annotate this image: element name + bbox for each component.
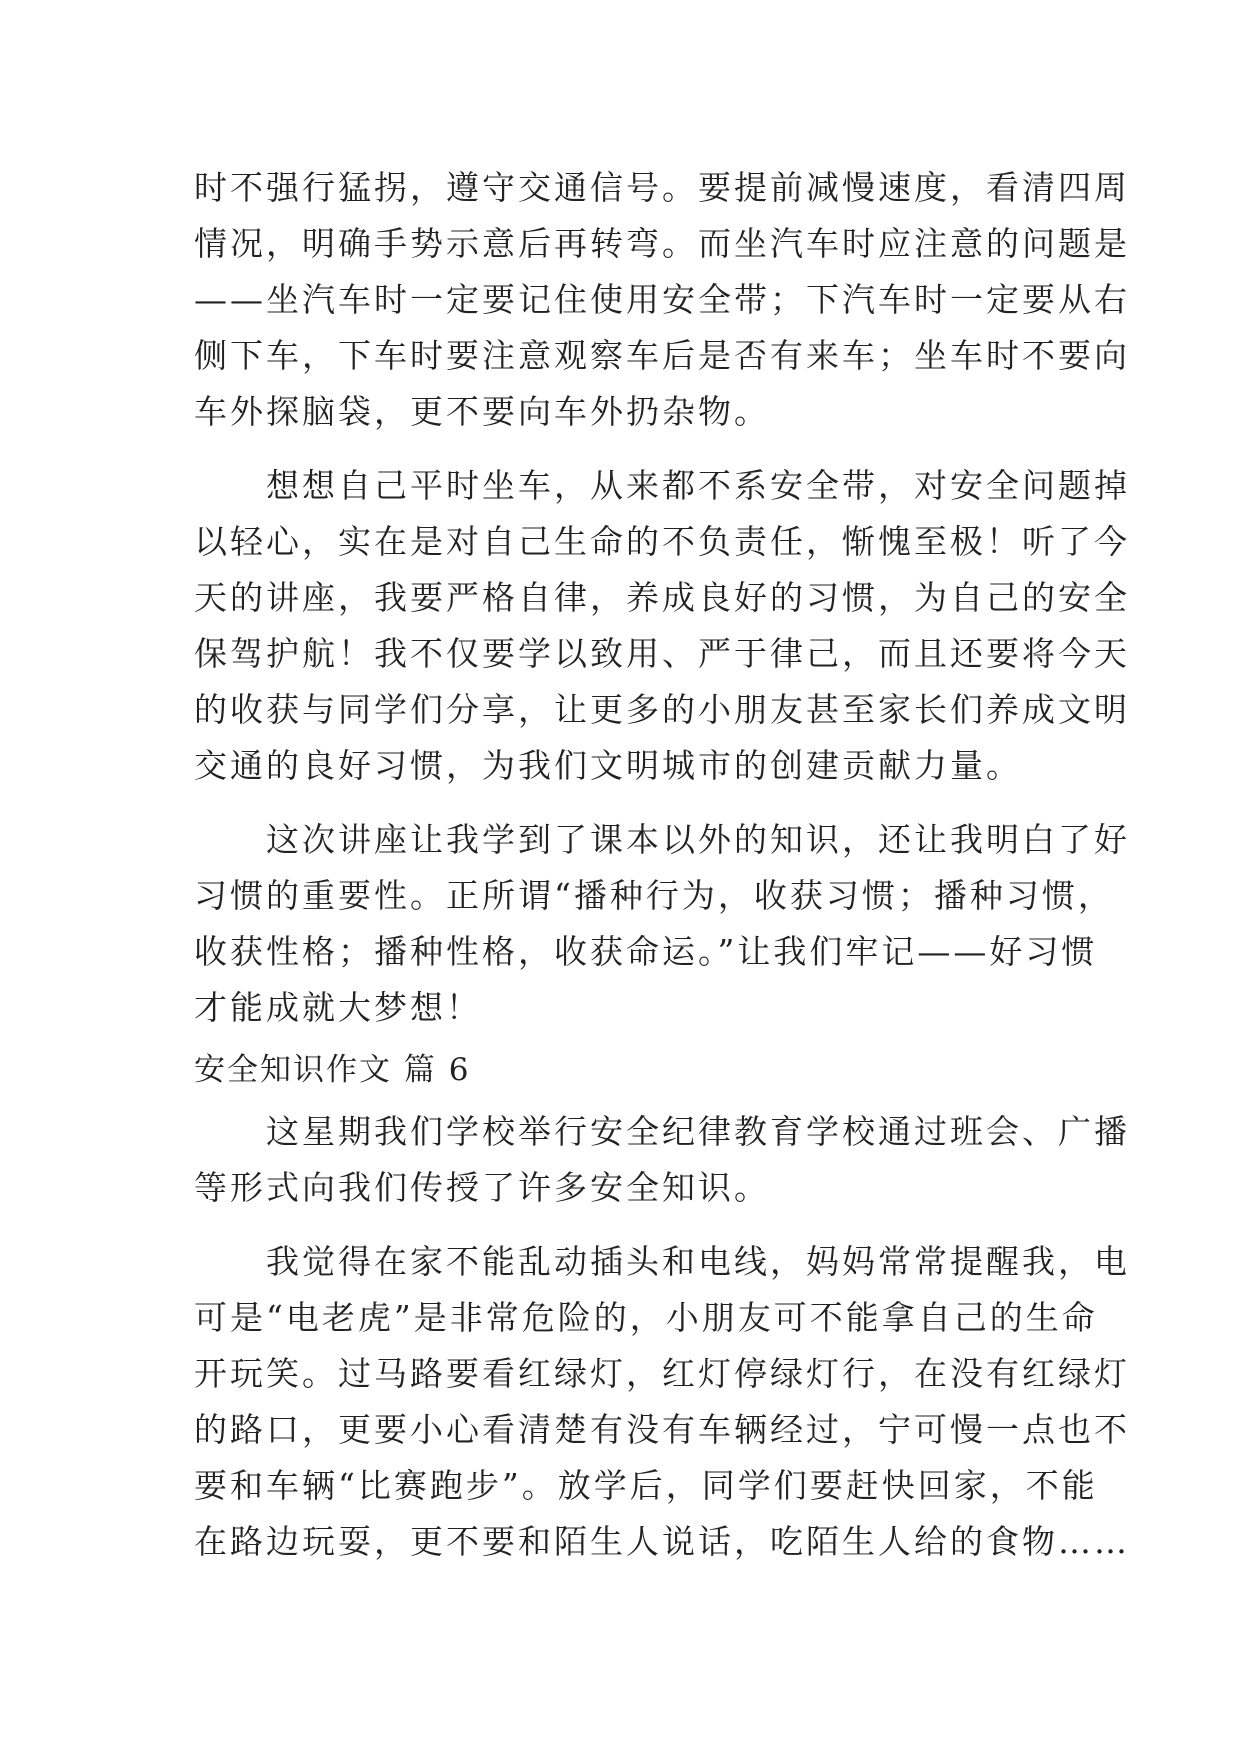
paragraph-gap [194, 794, 1054, 812]
text-line: 这星期我们学校举行安全纪律教育学校通过班会、广播 [194, 1112, 1130, 1151]
text-line: 可是“电老虎”是非常危险的，小朋友可不能拿自己的生命 [194, 1298, 1098, 1337]
paragraph-safety-tips [194, 1234, 1130, 1570]
text-line: 想想自己平时坐车，从来都不系安全带，对安全问题掉 [194, 466, 1130, 505]
text-line: 侧下车，下车时要注意观察车后是否有来车；坐车时不要向 [194, 336, 1130, 375]
text-line: 等形式向我们传授了许多安全知识。 [194, 1168, 770, 1207]
text-line: 的路口，更要小心看清楚有没有车辆经过，宁可慢一点也不 [194, 1410, 1130, 1449]
paragraph-reflection [194, 458, 1130, 794]
text-line: ——坐汽车时一定要记住使用安全带；下汽车时一定要从右 [194, 280, 1130, 319]
paragraph-gap [194, 440, 1054, 458]
text-line: 情况，明确手势示意后再转弯。而坐汽车时应注意的问题是 [194, 224, 1130, 263]
paragraph-gap [194, 1216, 1054, 1234]
paragraph-conclusion [194, 812, 1130, 1036]
text-line: 才能成就大梦想！ [194, 988, 482, 1027]
text-line: 保驾护航！我不仅要学以致用、严于律己，而且还要将今天 [194, 634, 1130, 673]
text-line: 时不强行猛拐，遵守交通信号。要提前减慢速度，看清四周 [194, 168, 1130, 207]
text-line: 开玩笑。过马路要看红绿灯，红灯停绿灯行，在没有红绿灯 [194, 1354, 1130, 1393]
document-body [194, 160, 1130, 1570]
paragraph-traffic-rules [194, 160, 1130, 440]
text-line: 要和车辆“比赛跑步”。放学后，同学们要赶快回家，不能 [194, 1466, 1098, 1505]
text-line: 交通的良好习惯，为我们文明城市的创建贡献力量。 [194, 746, 1022, 785]
text-line: 这次讲座让我学到了课本以外的知识，还让我明白了好 [194, 820, 1130, 859]
text-line: 收获性格；播种性格，收获命运。”让我们牢记——好习惯 [194, 932, 1098, 971]
text-line: 习惯的重要性。正所谓“播种行为，收获习惯；播种习惯， [194, 876, 1114, 915]
text-line: 天的讲座，我要严格自律，养成良好的习惯，为自己的安全 [194, 578, 1130, 617]
text-line: 的收获与同学们分享，让更多的小朋友甚至家长们养成文明 [194, 690, 1130, 729]
paragraph-school-education [194, 1104, 1130, 1216]
section-heading: 安全知识作文 篇 6 [194, 1052, 471, 1088]
text-line: 在路边玩耍，更不要和陌生人说话，吃陌生人给的食物…… [194, 1522, 1130, 1561]
text-line: 我觉得在家不能乱动插头和电线，妈妈常常提醒我，电 [194, 1242, 1130, 1281]
text-line: 车外探脑袋，更不要向车外扔杂物。 [194, 392, 770, 431]
text-line: 以轻心，实在是对自己生命的不负责任，惭愧至极！听了今 [194, 522, 1130, 561]
